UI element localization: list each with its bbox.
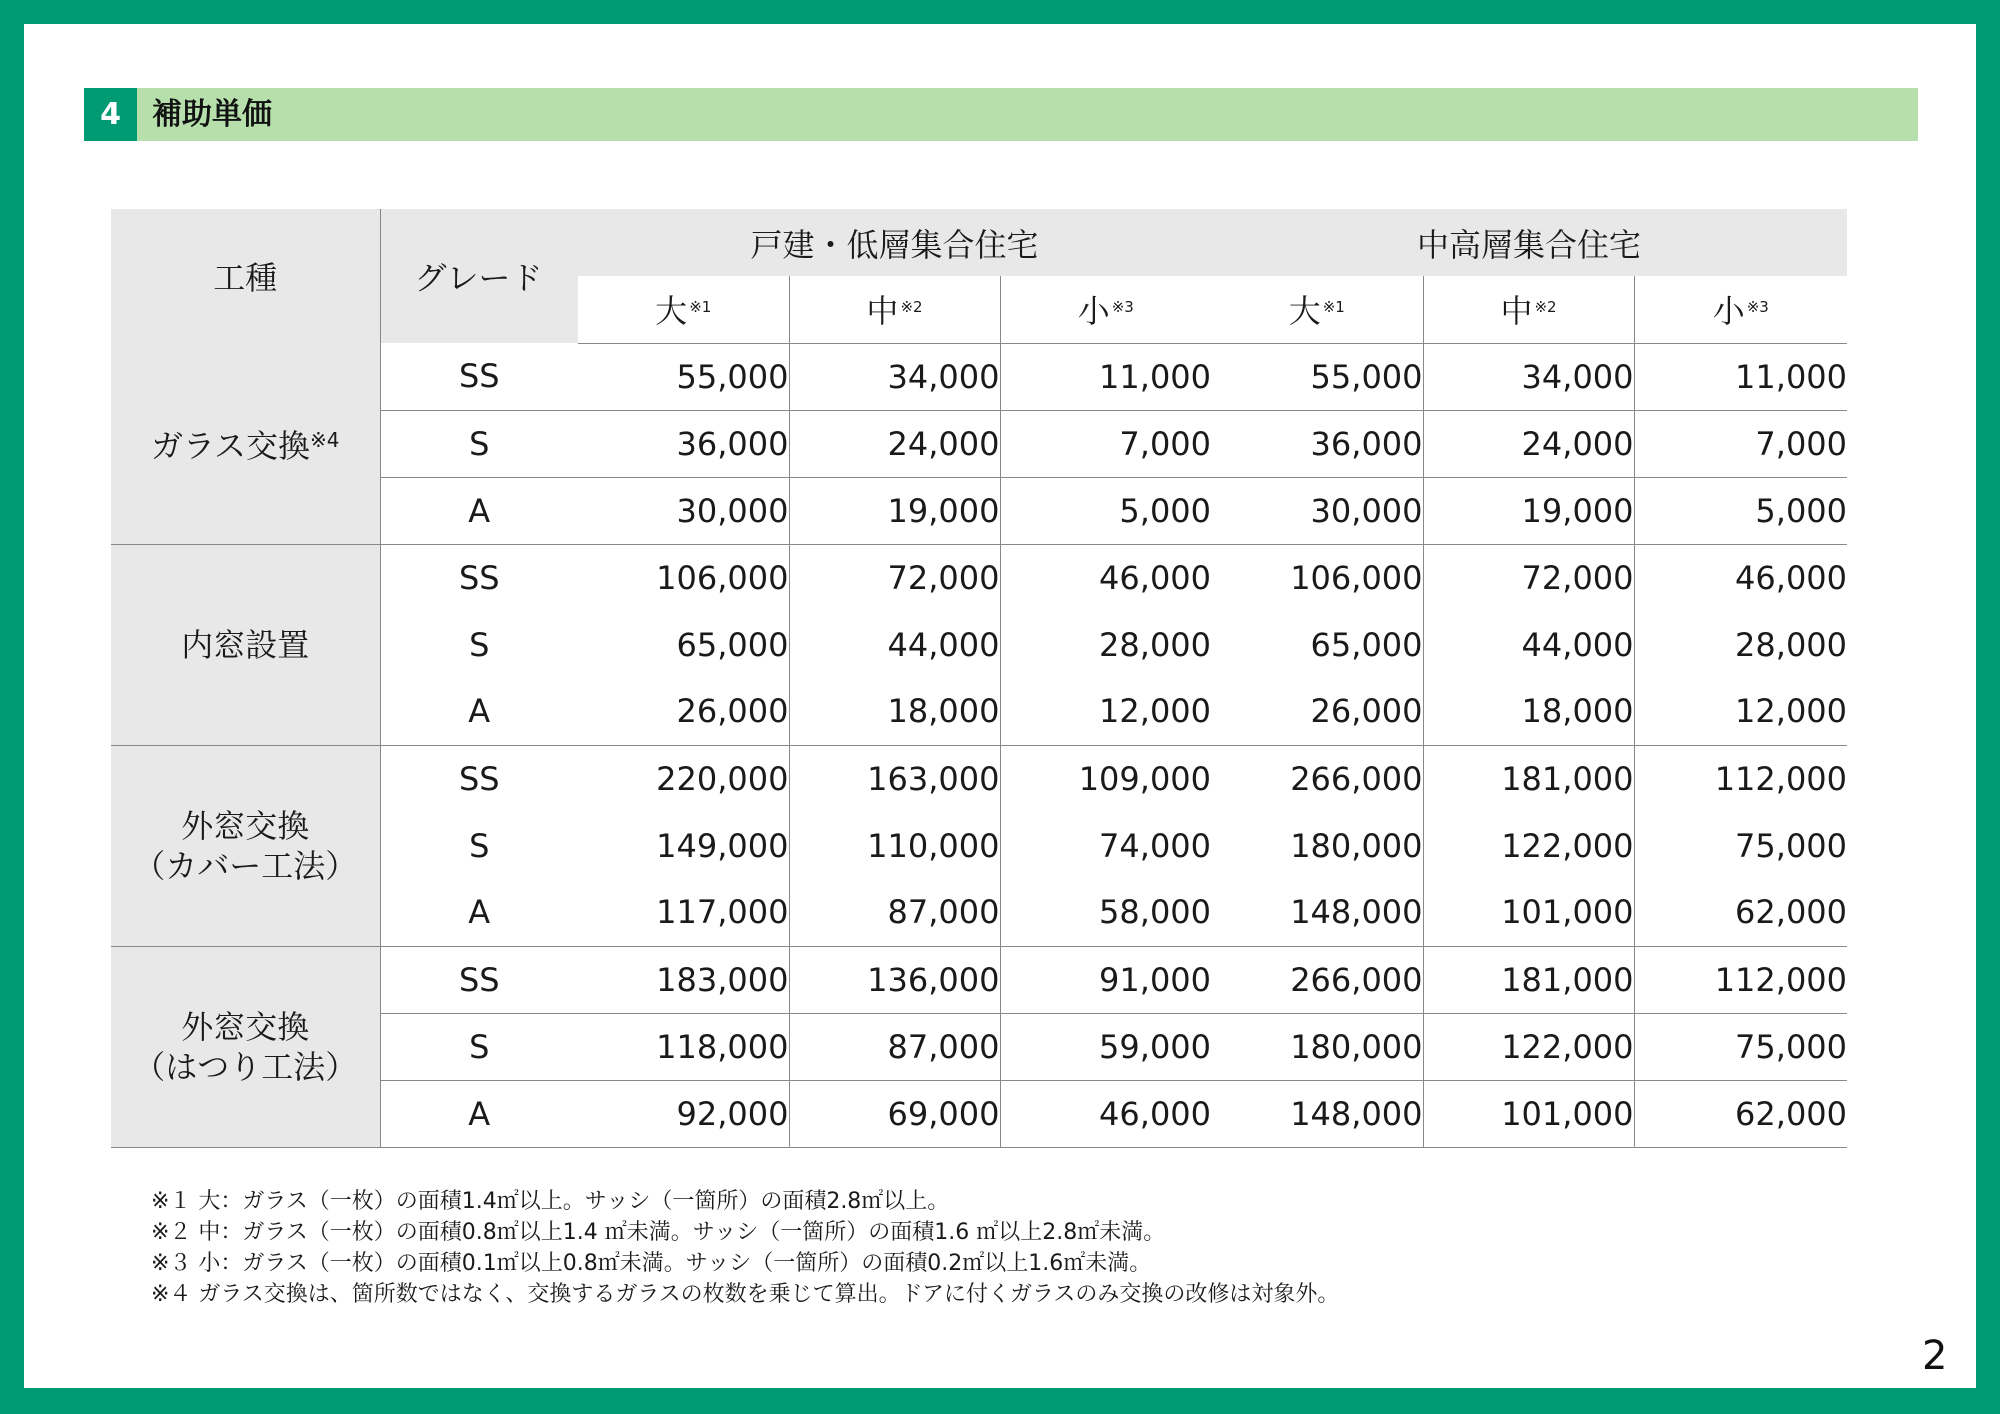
grade-cell: S — [380, 611, 578, 678]
price-cell: 112,000 — [1634, 946, 1847, 1013]
price-cell: 28,000 — [1000, 611, 1211, 678]
price-cell: 65,000 — [1310, 625, 1423, 664]
price-cell: 58,000 — [1000, 879, 1211, 946]
size-note: ※2 — [900, 298, 923, 317]
price-cell: 109,000 — [1000, 745, 1211, 812]
price-cell: 55,000 — [578, 343, 789, 410]
size-label: 中 — [1500, 292, 1533, 331]
category-note: ※4 — [310, 428, 340, 453]
price-cell: 69,000 — [789, 1080, 1000, 1147]
section-title: 補助単価 — [152, 97, 272, 132]
price-cell: 91,000 — [1000, 946, 1211, 1013]
category-cell — [111, 745, 380, 946]
price-cell: 36,000 — [578, 410, 789, 477]
price-cell: 12,000 — [1634, 678, 1847, 745]
price-cell: 5,000 — [1634, 477, 1847, 544]
price-cell: 148,000 — [1211, 879, 1423, 946]
price-cell: 72,000 — [789, 544, 1000, 611]
header-group-highrise: 中高層集合住宅 — [1211, 209, 1847, 276]
grade-cell: S — [380, 812, 578, 879]
price-cell: 46,000 — [1634, 544, 1847, 611]
price-cell: 136,000 — [789, 946, 1000, 1013]
price-cell: 75,000 — [1634, 812, 1847, 879]
page-number: 2 — [1922, 1333, 1948, 1379]
price-cell: 12,000 — [1000, 678, 1211, 745]
grade-cell: S — [380, 410, 578, 477]
price-cell: 220,000 — [656, 759, 789, 798]
price-cell: 24,000 — [1423, 410, 1634, 477]
category-name: （はつり工法） — [133, 1047, 358, 1086]
header-size — [1634, 276, 1847, 343]
price-cell: 28,000 — [1634, 611, 1847, 678]
category-cell — [111, 544, 380, 745]
price-cell: 19,000 — [1423, 477, 1634, 544]
price-cell: 180,000 — [1211, 1013, 1423, 1080]
price-cell: 34,000 — [789, 343, 1000, 410]
price-cell: 65,000 — [676, 625, 789, 664]
category-name: 内窓設置 — [181, 625, 310, 664]
section-number: 4 — [84, 88, 137, 141]
size-note: ※1 — [1322, 298, 1345, 317]
price-cell: 101,000 — [1423, 1080, 1634, 1147]
price-cell: 5,000 — [1000, 477, 1211, 544]
price-cell: 62,000 — [1634, 879, 1847, 946]
price-cell: 11,000 — [1634, 343, 1847, 410]
price-cell: 106,000 — [1290, 558, 1423, 597]
grade-cell: SS — [380, 745, 578, 812]
category-cell — [111, 946, 380, 1147]
price-cell: 110,000 — [789, 812, 1000, 879]
grade-cell: SS — [380, 544, 578, 611]
price-cell: 112,000 — [1634, 745, 1847, 812]
price-cell: 44,000 — [789, 611, 1000, 678]
price-cell: 59,000 — [1000, 1013, 1211, 1080]
price-cell: 92,000 — [578, 1080, 789, 1147]
section-header — [84, 88, 1918, 141]
price-cell: 183,000 — [578, 946, 789, 1013]
header-size — [1423, 276, 1634, 343]
table-row — [111, 544, 1847, 611]
category-cell — [111, 343, 380, 544]
price-cell: 148,000 — [1211, 1080, 1423, 1147]
price-cell: 7,000 — [1634, 410, 1847, 477]
price-cell: 117,000 — [578, 879, 789, 946]
size-label: 小 — [1712, 292, 1745, 331]
grade-cell: A — [380, 477, 578, 544]
category-name: ガラス交換 — [150, 427, 311, 466]
price-cell: 44,000 — [1423, 611, 1634, 678]
size-note: ※2 — [1534, 298, 1557, 317]
price-cell: 19,000 — [789, 477, 1000, 544]
header-group-detached: 戸建・低層集合住宅 — [578, 209, 1211, 276]
category-name: 外窓交換 — [181, 1007, 310, 1046]
price-cell: 46,000 — [1000, 1080, 1211, 1147]
header-size — [578, 276, 789, 343]
price-cell: 122,000 — [1423, 1013, 1634, 1080]
price-cell: 122,000 — [1423, 812, 1634, 879]
grade-cell: SS — [380, 946, 578, 1013]
footnote: ※１ 大：ガラス（一枚）の面積1.4㎡以上。サッシ（一箇所）の面積2.8㎡以上。 — [151, 1189, 950, 1214]
grade-cell: A — [380, 678, 578, 745]
price-cell: 34,000 — [1423, 343, 1634, 410]
price-cell: 30,000 — [1211, 477, 1423, 544]
price-cell: 74,000 — [1000, 812, 1211, 879]
price-cell: 163,000 — [789, 745, 1000, 812]
price-cell: 266,000 — [1290, 759, 1423, 798]
header-size — [1000, 276, 1211, 343]
price-cell: 18,000 — [789, 678, 1000, 745]
footnotes — [151, 1186, 1339, 1310]
table-row — [111, 946, 1847, 1013]
price-cell: 106,000 — [656, 558, 789, 597]
price-cell: 72,000 — [1423, 544, 1634, 611]
header-size — [1211, 276, 1423, 343]
size-label: 大 — [655, 292, 688, 331]
price-cell: 62,000 — [1634, 1080, 1847, 1147]
price-cell: 30,000 — [578, 477, 789, 544]
header-grade: グレード — [380, 209, 578, 343]
price-cell: 118,000 — [578, 1013, 789, 1080]
price-cell: 266,000 — [1211, 946, 1423, 1013]
size-note: ※3 — [1111, 298, 1134, 317]
price-cell: 87,000 — [789, 879, 1000, 946]
price-cell: 87,000 — [789, 1013, 1000, 1080]
category-name: （カバー工法） — [133, 846, 358, 885]
price-cell: 181,000 — [1423, 946, 1634, 1013]
grade-cell: S — [380, 1013, 578, 1080]
price-cell: 24,000 — [789, 410, 1000, 477]
footnote: ※３ 小：ガラス（一枚）の面積0.1㎡以上0.8㎡未満。サッシ（一箇所）の面積0.2㎡以上1.6㎡未満。 — [151, 1251, 1152, 1276]
price-cell: 26,000 — [578, 678, 789, 745]
size-label: 小 — [1077, 292, 1110, 331]
price-cell: 101,000 — [1423, 879, 1634, 946]
price-cell: 181,000 — [1423, 745, 1634, 812]
price-cell: 11,000 — [1000, 343, 1211, 410]
grade-cell: A — [380, 1080, 578, 1147]
category-name: 外窓交換 — [181, 806, 310, 845]
grade-cell: A — [380, 879, 578, 946]
price-cell: 36,000 — [1211, 410, 1423, 477]
size-label: 中 — [866, 292, 899, 331]
price-cell: 18,000 — [1423, 678, 1634, 745]
footnote: ※４ ガラス交換は、箇所数ではなく、交換するガラスの枚数を乗じて算出。ドアに付くガラスのみ交換の改修は対象外。 — [151, 1282, 1340, 1307]
price-cell: 46,000 — [1000, 544, 1211, 611]
price-cell: 180,000 — [1290, 826, 1423, 865]
size-note: ※1 — [689, 298, 712, 317]
size-label: 大 — [1288, 292, 1321, 331]
grade-cell: SS — [380, 343, 578, 410]
price-cell: 7,000 — [1000, 410, 1211, 477]
table-row — [111, 343, 1847, 410]
table-row — [111, 745, 1847, 812]
price-cell: 55,000 — [1211, 343, 1423, 410]
price-cell: 26,000 — [1211, 678, 1423, 745]
header-category: 工種 — [111, 209, 380, 343]
footnote: ※２ 中：ガラス（一枚）の面積0.8㎡以上1.4 ㎡未満。サッシ（一箇所）の面積1.6 ㎡以上2.8㎡未満。 — [151, 1220, 1166, 1245]
subsidy-price-table — [111, 209, 1847, 1148]
price-cell: 149,000 — [656, 826, 789, 865]
size-note: ※3 — [1746, 298, 1769, 317]
price-cell: 75,000 — [1634, 1013, 1847, 1080]
header-size — [789, 276, 1000, 343]
